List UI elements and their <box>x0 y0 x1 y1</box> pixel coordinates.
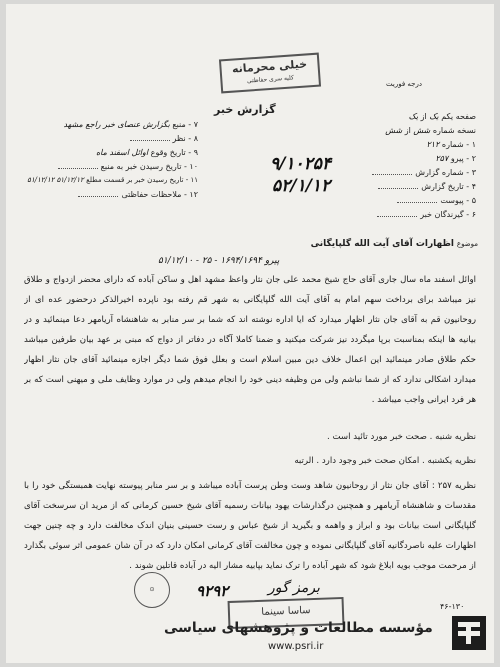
field-opinion: ۸ - نظر <box>28 134 198 143</box>
round-stamp: ⊙ <box>134 572 170 608</box>
field-occurrence-date: ۹ - تاریخ وقوع اوائل اسفند ماه <box>95 148 198 157</box>
document-page <box>6 4 494 663</box>
field-report-number: ۳ - شماره گزارش <box>296 168 476 177</box>
field-report-date: ۴ - تاریخ گزارش <box>296 182 476 191</box>
field-receipt-date: ۱۱ - تاریخ رسیدن خبر بر قسمت مطلع ۵۱/۱۲/۱۲ ۵۱/۱۲/۱۲ <box>27 176 198 184</box>
opinion-source: نظریه شنبه . صحت خبر مورد تائید است . <box>327 432 476 442</box>
body-paragraph: اوائل اسفند ماه سال جاری آقای حاج شیخ محمد علی جان نثار واعظ مشهد اهل و ساکن آباده که دارای محضر ازدواج و طلاق نیز میباشد برای برداخت سهم امام به آقای آیت الله گلپایگانی به شهر قم رفته بود ناپرده اخیرالذکر درحضور عده ای از روحانیون قم به آقای جان نثار اظهار میدارد که ایا اداره نوشته اند که شما بر سر منابر به شاهنشاه آریامهر دعا مینمائید و در بیانیه ها اینکه بمناسبت برپا میگردد نیز شرکت میکنید و ضمنا کاملا آگاه در دفاتر از دواج که مبنی بر عهد بیان طرفین میباشد حکم طلاق صادر مینمائید این اعمال خلاف دین مبین اسلام است و بعلل فوق شما دیگر اجازه مینمائید آقای جان نثار اظهار میدارد اشکالی ندارد که از شما نباشم ولی من وظیفه دینی خود را انجام میدهم ولی در موارد وظایف ملی و میهنی است که بر هر فرد ایرانی واجب میباشد . <box>24 275 476 405</box>
classification-stamp-text: خیلی محرمانه <box>231 57 308 76</box>
report-title: گزارش خبر <box>214 103 276 116</box>
field-copy-number: نسخه شماره شش از شش <box>385 126 476 135</box>
handwritten-report-date: ۵۲/۱/۱۲ <box>272 176 331 196</box>
field-occurrence-date-value: اوائل اسفند ماه <box>95 148 149 157</box>
signature-number: ۹۲۹۲ <box>196 582 229 600</box>
institute-name: مؤسسه مطالعات و پژوهشهای سیاسی <box>164 620 433 636</box>
opinion-third: نظریه یکشنبه . امکان صحت خبر وجود دارد . الرتبه <box>294 456 476 466</box>
field-source-value: بگزارش عنصای خبر راجع مشهد <box>63 120 170 129</box>
field-attachment: ۵ - پیوست <box>296 196 476 205</box>
signature-stamp: ساسا سینما <box>228 597 345 629</box>
subject-text: اظهارات آقای آیت الله گلپایگانی <box>310 239 455 249</box>
subject-line <box>238 239 478 249</box>
opinion-paragraph: نظریه ۲۵۷ : آقای جان نثار از روحانیون شاهد وست وطن پرست آباده میباشد و بر سر منابر پیوسته نهایت همبستگی خود را با مقدسات و شاهنشاه آریامهر و همچنین درگذارشات یهود بیانات رسمیه آقای شیخ حسین کرمانی که از مرید ان سرسخت آقای گلپایگانی است بیانات بود و ابراز و واهمه و بگیرید از شیخ عباس و رست حسینی بنیان اندک مخالفت دارد و چه چنین جهت اظهارات علیه ناصردگانیه آقای گلپایگانی نموده و چون مخالفت آقای کرمانی امکان دارد که در آن شان عمومی اثر سوئی بگذارد از مرحمت موجب بویه ابلاغ شود که شهر آباده را ترک نماید بپابیه مشار الیه در آباده قاتلین شوند . <box>24 481 476 571</box>
priority-label: درجه فوریت <box>386 80 422 88</box>
reference-line: ۵۱/۱۲/۱۰ - ۲۵ - ۱۶۹۴/۱۶۹۴ پیرو <box>158 256 280 266</box>
subject-label: موضوع <box>456 240 478 248</box>
field-follow-value: ۲۵۷ <box>435 154 449 163</box>
institute-url: www.psri.ir <box>268 641 324 652</box>
classification-stamp-subtext: کلیه سری حفاظتی <box>246 74 295 85</box>
handwritten-report-number: ۹/۱۰۲۵۴ <box>270 154 331 174</box>
field-source-receipt-date: ۱۰ - تاریخ رسیدن خبر به منبع <box>28 162 198 171</box>
field-number: ۱ - شماره ۲۱۲ <box>426 140 476 149</box>
signature-scrawl: ﺑﺮﻣﺰ ﮔﻮﺭ <box>268 580 320 596</box>
field-page: صفحه یکم یک از یک <box>408 112 476 121</box>
footer-code: ۴۶-۱۳۰ <box>440 602 465 611</box>
field-source: ۷ - منبع بگزارش عنصای خبر راجع مشهد <box>63 120 198 129</box>
field-number-value: ۲۱۲ <box>426 140 440 149</box>
field-follow: ۲ - پیرو ۲۵۷ <box>435 154 476 163</box>
institute-logo <box>452 616 486 650</box>
field-receipt-date-value: ۵۱/۱۲/۱۲ ۵۱/۱۲/۱۲ <box>27 176 84 184</box>
field-security-notes: ۱۲ - ملاحظات حفاظتی <box>28 190 198 199</box>
classification-stamp <box>219 53 321 94</box>
field-recipients: ۶ - گیرندگان خبر <box>296 210 476 219</box>
